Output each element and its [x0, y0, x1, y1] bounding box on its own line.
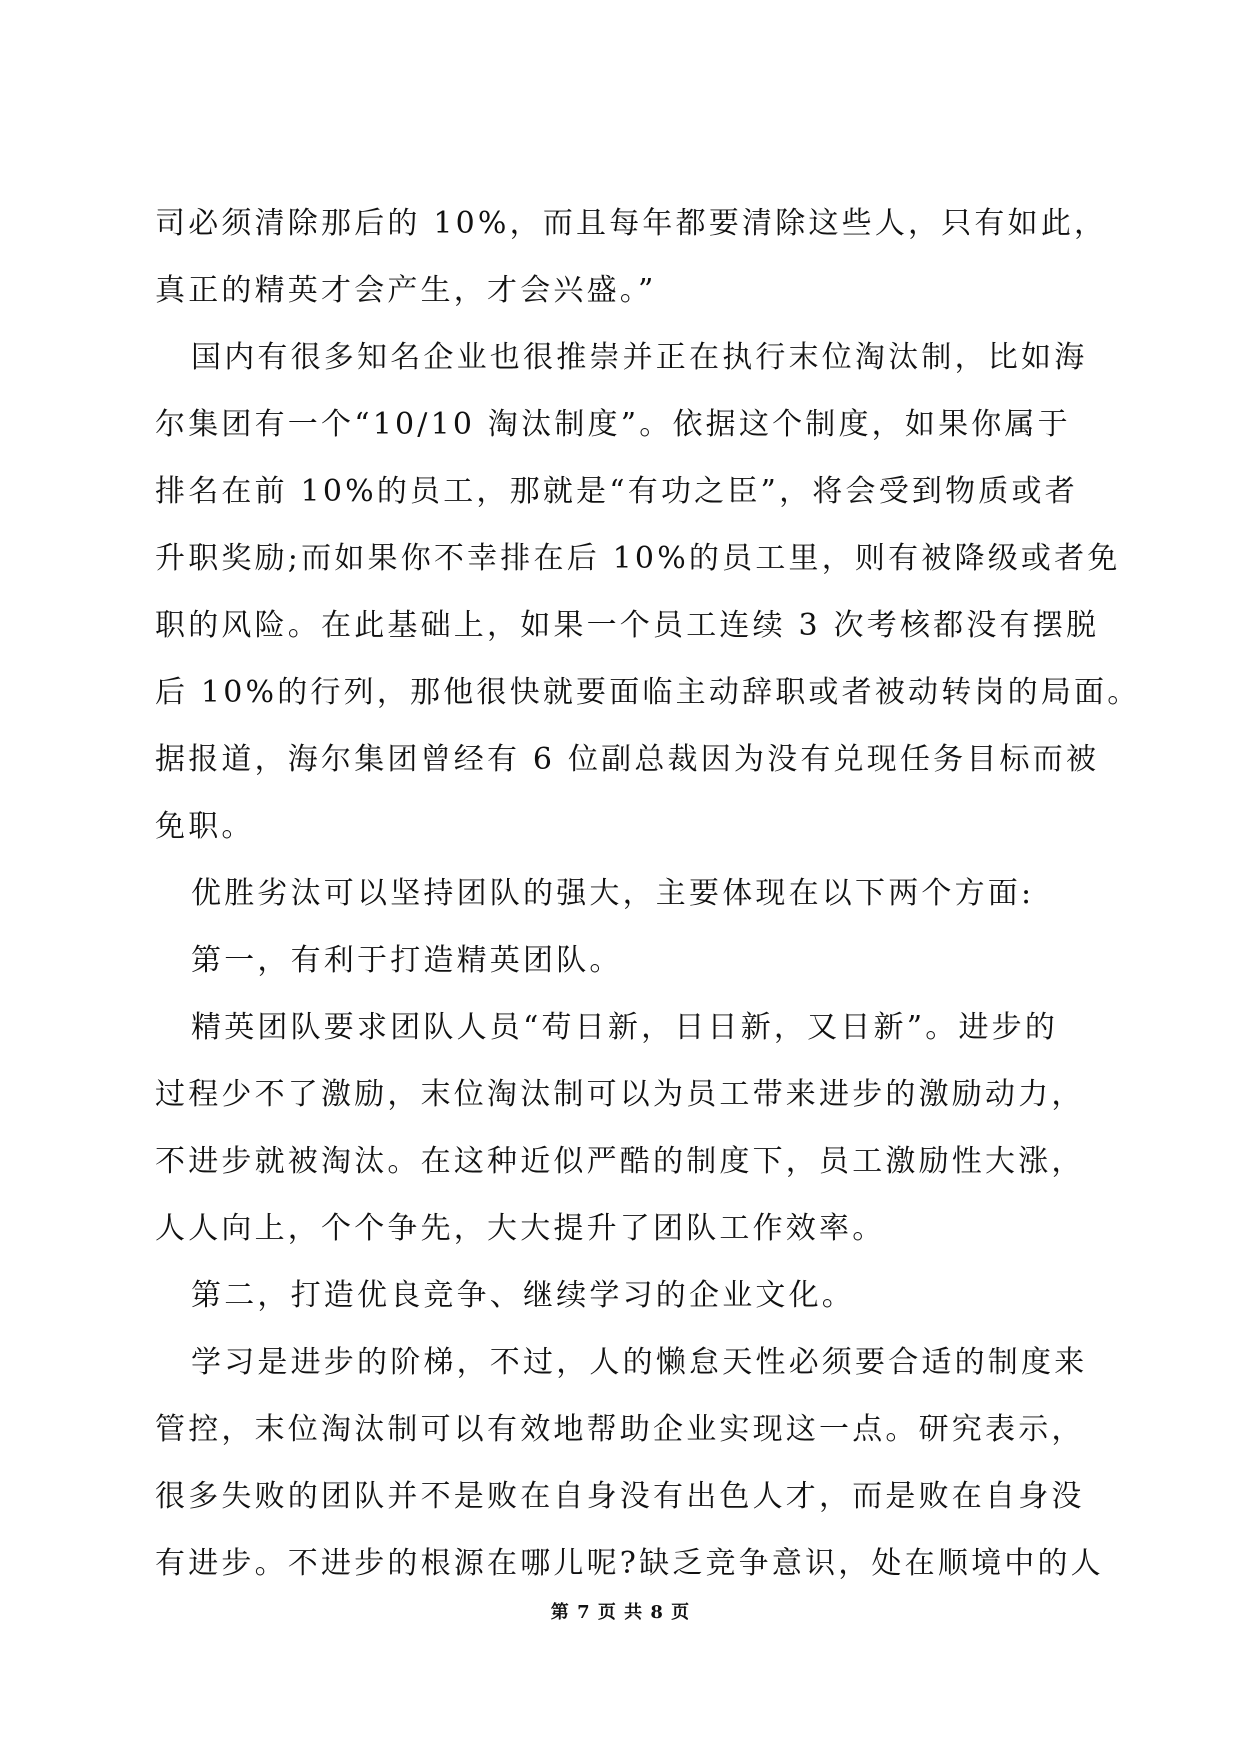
text-line: 国内有很多知名企业也很推崇并正在执行末位淘汰制，比如海	[191, 340, 1088, 375]
page-number-footer: 第 7 页 共 8 页	[550, 1602, 691, 1623]
text-line: 管控，末位淘汰制可以有效地帮助企业实现这一点。研究表示，	[155, 1412, 1085, 1447]
text-line: 不进步就被淘汰。在这种近似严酷的制度下，员工激励性大涨，	[155, 1144, 1085, 1179]
text-line: 人人向上，个个争先，大大提升了团队工作效率。	[155, 1211, 886, 1246]
text-line: 优胜劣汰可以坚持团队的强大，主要体现在以下两个方面:	[191, 876, 1035, 911]
text-line: 第二，打造优良竞争、继续学习的企业文化。	[191, 1278, 855, 1313]
text-line: 排名在前 10%的员工，那就是“有功之臣”，将会受到物质或者	[155, 474, 1078, 509]
text-line: 司必须清除那后的 10%，而且每年都要清除这些人，只有如此，	[155, 206, 1108, 241]
text-line: 真正的精英才会产生，才会兴盛。”	[155, 273, 657, 308]
text-line: 职的风险。在此基础上，如果一个员工连续 3 次考核都没有摆脱	[155, 608, 1100, 643]
text-line: 据报道，海尔集团曾经有 6 位副总裁因为没有兑现任务目标而被	[155, 742, 1100, 777]
text-line: 免职。	[155, 809, 255, 844]
text-line: 后 10%的行列，那他很快就要面临主动辞职或者被动转岗的局面。	[155, 675, 1141, 710]
text-line: 尔集团有一个“10/10 淘汰制度”。依据这个制度，如果你属于	[155, 407, 1071, 442]
text-line: 升职奖励;而如果你不幸排在后 10%的员工里，则有被降级或者免	[155, 541, 1121, 576]
document-body	[155, 190, 1141, 1597]
text-line: 第一，有利于打造精英团队。	[191, 943, 623, 978]
text-line: 有进步。不进步的根源在哪儿呢?缺乏竞争意识，处在顺境中的人	[155, 1546, 1104, 1581]
text-line: 很多失败的团队并不是败在自身没有出色人才，而是败在自身没	[155, 1479, 1085, 1514]
text-line: 学习是进步的阶梯，不过，人的懒怠天性必须要合适的制度来	[191, 1345, 1088, 1380]
text-line: 过程少不了激励，末位淘汰制可以为员工带来进步的激励动力，	[155, 1077, 1085, 1112]
text-line: 精英团队要求团队人员“苟日新，日日新，又日新”。进步的	[191, 1010, 1059, 1045]
